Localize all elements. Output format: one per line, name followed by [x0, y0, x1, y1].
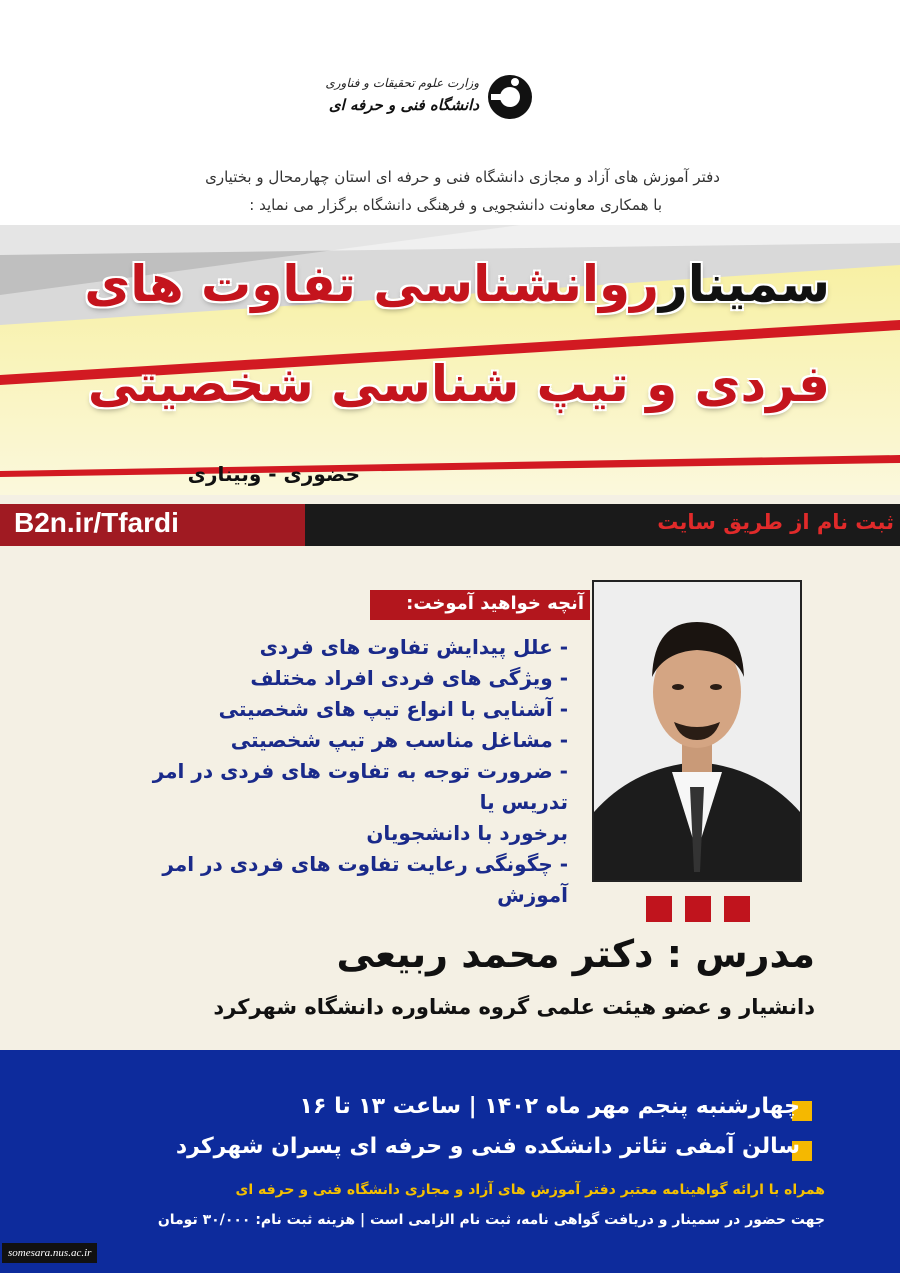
red-square-icon [685, 896, 711, 922]
instructor-name: مدرس : دکتر محمد ربیعی [336, 932, 815, 976]
instructor-portrait-icon [594, 582, 800, 880]
registration-label: ثبت نام از طریق سایت [657, 510, 894, 534]
topic-item: - ویژگی های فردی افراد مختلف [250, 666, 568, 690]
ministry-name: وزارت علوم تحقیقات و فناوری [325, 76, 479, 90]
title-line-2: فردی و تیپ شناسی شخصیتی [87, 355, 830, 413]
topic-item: - ضرورت توجه به تفاوت های فردی در امر تدریس یا [152, 759, 568, 814]
title-line-1 [84, 255, 830, 313]
topic-item: - علل پیدایش تفاوت های فردی [259, 635, 568, 659]
topics-list [98, 632, 568, 911]
event-venue: سالن آمفی تئاتر دانشکده فنی و حرفه ای پسران شهرکرد [175, 1134, 800, 1159]
event-info-panel [0, 1050, 900, 1273]
intro-line-2: با همکاری معاونت دانشجویی و فرهنگی دانشگاه برگزار می نماید : [249, 196, 662, 214]
registration-bar [0, 504, 900, 546]
instructor-description: دانشیار و عضو هیئت علمی گروه مشاوره دانشگاه شهرکرد [213, 995, 815, 1019]
registration-url-box [0, 504, 305, 546]
registration-fee-note: جهت حضور در سمینار و دریافت گواهی نامه، ثبت نام الزامی است | هزینه ثبت نام: ۳۰/۰۰۰ تومان [157, 1212, 825, 1228]
red-square-icon [724, 896, 750, 922]
registration-url-link[interactable]: B2n.ir/Tfardi [14, 507, 179, 538]
attendance-mode: حضوری - وبیناری [187, 462, 360, 486]
university-name: دانشگاه فنی و حرفه ای [328, 96, 479, 114]
university-logo [325, 68, 535, 128]
topic-item: - آشنایی با انواع تیپ های شخصیتی [218, 697, 568, 721]
instructor-photo [592, 580, 802, 882]
event-date-time: چهارشنبه پنجم مهر ماه ۱۴۰۲ | ساعت ۱۳ تا ۱۶ [299, 1094, 800, 1119]
certificate-note: همراه با ارائه گواهینامه معتبر دفتر آموزش های آزاد و مجازی دانشگاه فنی و حرفه ای [235, 1182, 825, 1198]
topic-item: - مشاغل مناسب هر تیپ شخصیتی [230, 728, 568, 752]
title-line-1-rest: روانشناسی تفاوت های [84, 255, 659, 313]
title-word-seminar: سمینار [658, 255, 830, 313]
university-logo-icon [485, 72, 535, 122]
decorative-squares [646, 896, 750, 922]
topics-heading: آنچه خواهید آموخت: [406, 593, 584, 614]
topic-item: - چگونگی رعایت تفاوت های فردی در امر آموزش [162, 852, 568, 907]
topics-heading-box [370, 590, 590, 620]
intro-line-1: دفتر آموزش های آزاد و مجازی دانشگاه فنی و حرفه ای استان چهارمحال و بختیاری [205, 168, 720, 186]
topic-item: برخورد با دانشجویان [366, 821, 568, 845]
registration-label-box [305, 504, 900, 546]
red-square-icon [646, 896, 672, 922]
site-watermark: somesara.nus.ac.ir [2, 1243, 97, 1263]
